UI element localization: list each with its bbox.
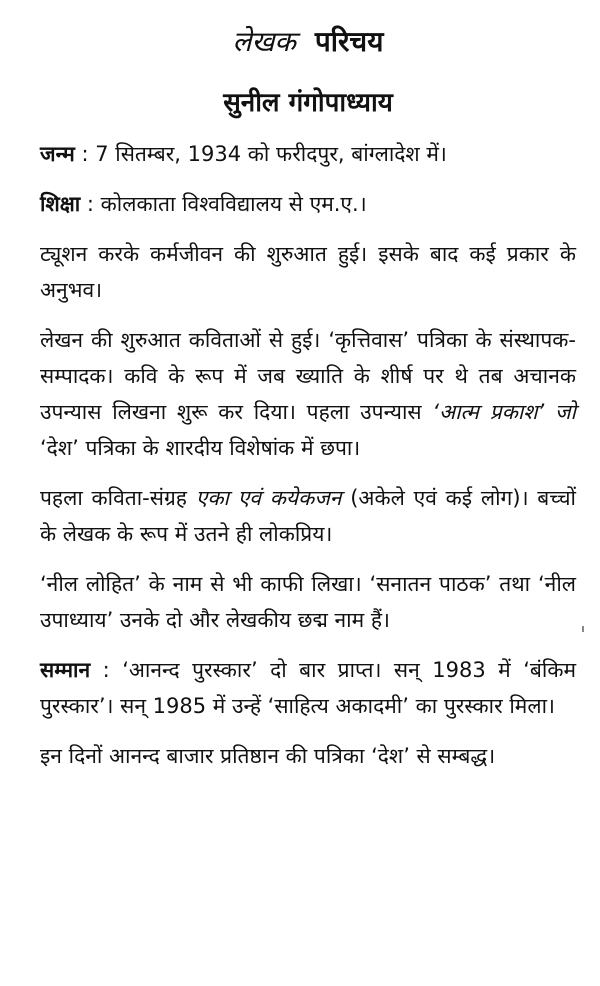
writing-text-after: ‘देश’ पत्रिका के शारदीय विशेषांक में छपा।: [40, 436, 361, 460]
writing-text-before: लेखन की शुरुआत कविताओं से हुई। ‘कृत्तिवास’ पत्रिका के संस्थापक-सम्पादक। कवि के रूप में जब ख्याति के शीर्ष पर थे तब अचानक उपन्यास लिखना शुरू कर दिया। पहला उपन्यास: [40, 328, 576, 424]
pen-names-text: ‘नील लोहित’ के नाम से भी काफी लिखा। ‘सनातन पाठक’ तथा ‘नील उपाध्याय’ उनके दो और लेखकीय छद्म नाम हैं।: [40, 572, 576, 632]
education-separator: :: [80, 192, 101, 216]
birth-label: जन्म: [40, 142, 75, 166]
birth-separator: :: [74, 142, 96, 166]
honors-label: सम्मान: [40, 658, 91, 682]
poetry-text-before: पहला कविता-संग्रह: [40, 486, 196, 510]
education-paragraph: [40, 186, 576, 222]
page-title: [40, 22, 576, 62]
current-affiliation-paragraph: [40, 738, 576, 774]
honors-paragraph: [40, 652, 576, 724]
honors-text: ‘आनन्द पुरस्कार’ दो बार प्राप्त। सन् 1983 में ‘बंकिम पुरस्कार’। सन् 1985 में उन्हें ‘साहित्य अकादमी’ का पुरस्कार मिला।: [40, 658, 577, 718]
page-title-part1: लेखक: [232, 25, 296, 58]
education-label: शिक्षा: [40, 192, 81, 216]
honors-separator: :: [90, 658, 123, 682]
page-title-part2: परिचय: [314, 25, 384, 58]
poetry-text-after: (अकेले एवं कई लोग)। बच्चों के लेखक के रूप में उतने ही लोकप्रिय।: [40, 486, 576, 546]
margin-mark: [582, 626, 584, 632]
current-text: इन दिनों आनन्द बाजार प्रतिष्ठान की पत्रिका ‘देश’ से सम्बद्ध।: [40, 744, 496, 768]
collection-title: एका एवं कयेकजन: [195, 486, 342, 510]
poetry-paragraph: [40, 480, 576, 552]
career-paragraph: [40, 236, 576, 308]
birth-paragraph: [40, 136, 576, 172]
author-name: सुनील गंगोपाध्याय: [223, 88, 393, 118]
novel-title: ‘आत्म प्रकाश’ जो: [432, 400, 576, 424]
birth-text: 7 सितम्बर, 1934 को फरीदपुर, बांग्लादेश में।: [95, 142, 447, 166]
writing-paragraph: [40, 322, 576, 466]
education-text: कोलकाता विश्वविद्यालय से एम.ए.।: [100, 192, 367, 216]
career-text: ट्यूशन करके कर्मजीवन की शुरुआत हुई। इसके बाद कई प्रकार के अनुभव।: [40, 242, 576, 302]
pen-names-paragraph: [40, 566, 576, 638]
